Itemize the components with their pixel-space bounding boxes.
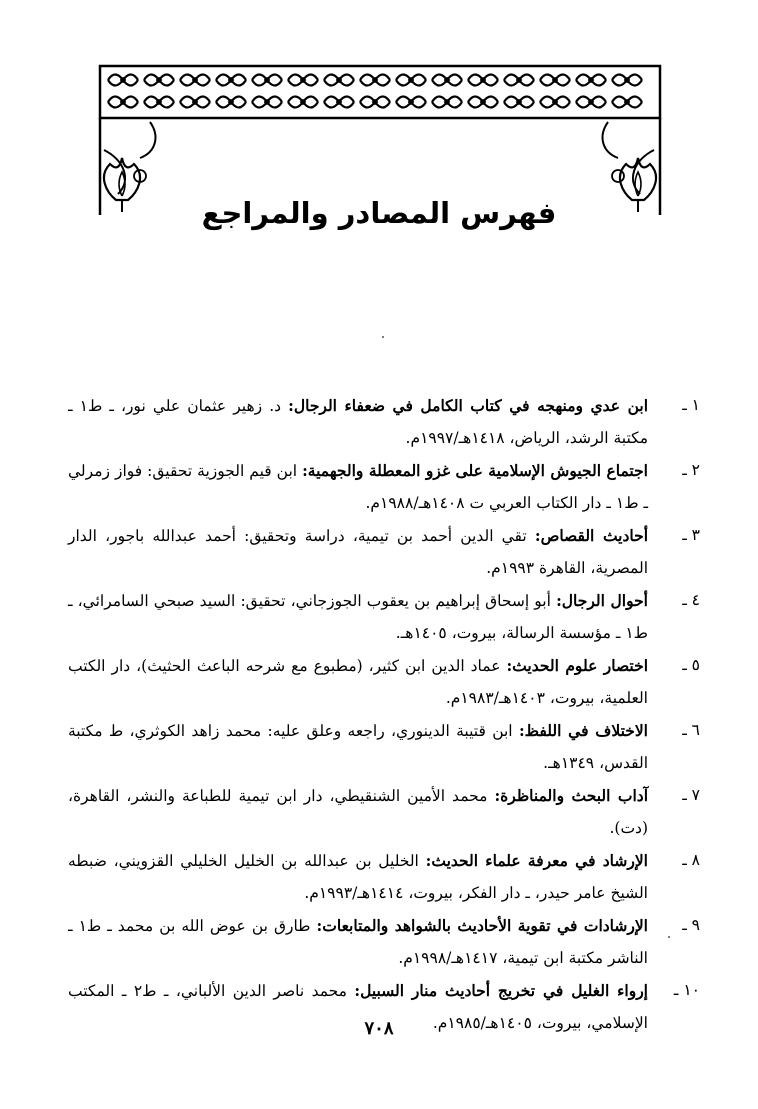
references-list [68,390,700,1040]
reference-title: الإرشاد في معرفة علماء الحديث: [425,851,648,870]
reference-title: الإرشادات في تقوية الأحاديث بالشواهد والمتابعات: [316,916,648,935]
reference-title: إرواء الغليل في تخريج أحاديث منار السبيل: [354,981,648,1000]
reference-title: الاختلاف في اللفظ: [518,721,648,740]
reference-number: ١٠ ـ [673,981,700,999]
reference-details: محمد الأمين الشنقيطي، دار ابن تيمية للطباعة والنشر، القاهرة، (دت). [68,787,648,837]
reference-title: أحاديث القصاص: [534,526,648,545]
reference-entry [68,845,700,909]
reference-entry [68,715,700,779]
knotwork-row-bottom [108,97,642,108]
speck [382,336,384,338]
reference-title: آداب البحث والمناظرة: [494,786,648,805]
reference-number: ٧ ـ [682,786,700,804]
reference-title: اختصار علوم الحديث: [506,656,648,675]
reference-details: ابن قتيبة الدينوري، راجعه وعلق عليه: محمد زاهد الكوثري، ط مكتبة القدس، ١٣٤٩هـ. [68,722,648,772]
reference-number: ٨ ـ [682,851,700,869]
knotwork-row-top [108,75,642,86]
reference-number: ٩ ـ [682,916,700,934]
reference-number: ٢ ـ [682,461,700,479]
frame-border-lines [100,66,660,215]
page-title: فهرس المصادر والمراجع [201,196,557,230]
reference-details: طارق بن عوض الله بن محمد ـ ط١ ـ الناشر مكتبة ابن تيمية، ١٤١٧هـ/١٩٩٨م. [68,917,648,967]
reference-title: ابن عدي ومنهجه في كتاب الكامل في ضعفاء الرجال: [288,396,648,415]
reference-details: عماد الدين ابن كثير، (مطبوع مع شرحه الباعث الحثيث)، دار الكتب العلمية، بيروت، ١٤٠٣هـ/١٩٨٣م. [68,657,648,707]
reference-entry [68,910,700,974]
page-number: ٧٠٨ [364,1018,394,1039]
reference-title: اجتماع الجيوش الإسلامية على غزو المعطلة والجهمية: [302,461,648,480]
reference-number: ٦ ـ [682,721,700,739]
reference-number: ١ ـ [682,396,700,414]
reference-entry [68,780,700,844]
reference-details: د. زهير عثمان علي نور، ـ ط١ ـ مكتبة الرشد، الرياض، ١٤١٨هـ/١٩٩٧م. [68,397,648,447]
reference-details: أبو إسحاق إبراهيم بن يعقوب الجوزجاني، تحقيق: السيد صبحي السامرائي، ـ ط١ ـ مؤسسة الرسالة، بيروت، ١٤٠٥هـ. [68,592,648,642]
ornamental-header-frame [0,0,758,300]
reference-details: ابن قيم الجوزية تحقيق: فواز زمرلي ـ ط١ ـ دار الكتاب العربي ت ١٤٠٨هـ/١٩٨٨م. [68,462,648,512]
reference-entry [68,650,700,714]
reference-entry [68,585,700,649]
reference-entry [68,520,700,584]
reference-details: الخليل بن عبدالله بن الخليل الخليلي القزويني، ضبطه الشيخ عامر حيدر، ـ دار الفكر، بيروت، ١٤١٤هـ/١٩٩٣م. [68,852,648,902]
reference-number: ٣ ـ [682,526,700,544]
reference-title: أحوال الرجال: [556,591,648,610]
reference-entry [68,455,700,519]
reference-details: تقي الدين أحمد بن تيمية، دراسة وتحقيق: أحمد عبدالله باجور، الدار المصرية، القاهرة ١٩٩٣م. [68,527,648,577]
reference-details: محمد ناصر الدين الألباني، ـ ط٢ ـ المكتب الإسلامي، بيروت، ١٤٠٥هـ/١٩٨٥م. [68,982,648,1032]
reference-entry [68,390,700,454]
reference-number: ٤ ـ [682,591,700,609]
reference-number: ٥ ـ [682,656,700,674]
